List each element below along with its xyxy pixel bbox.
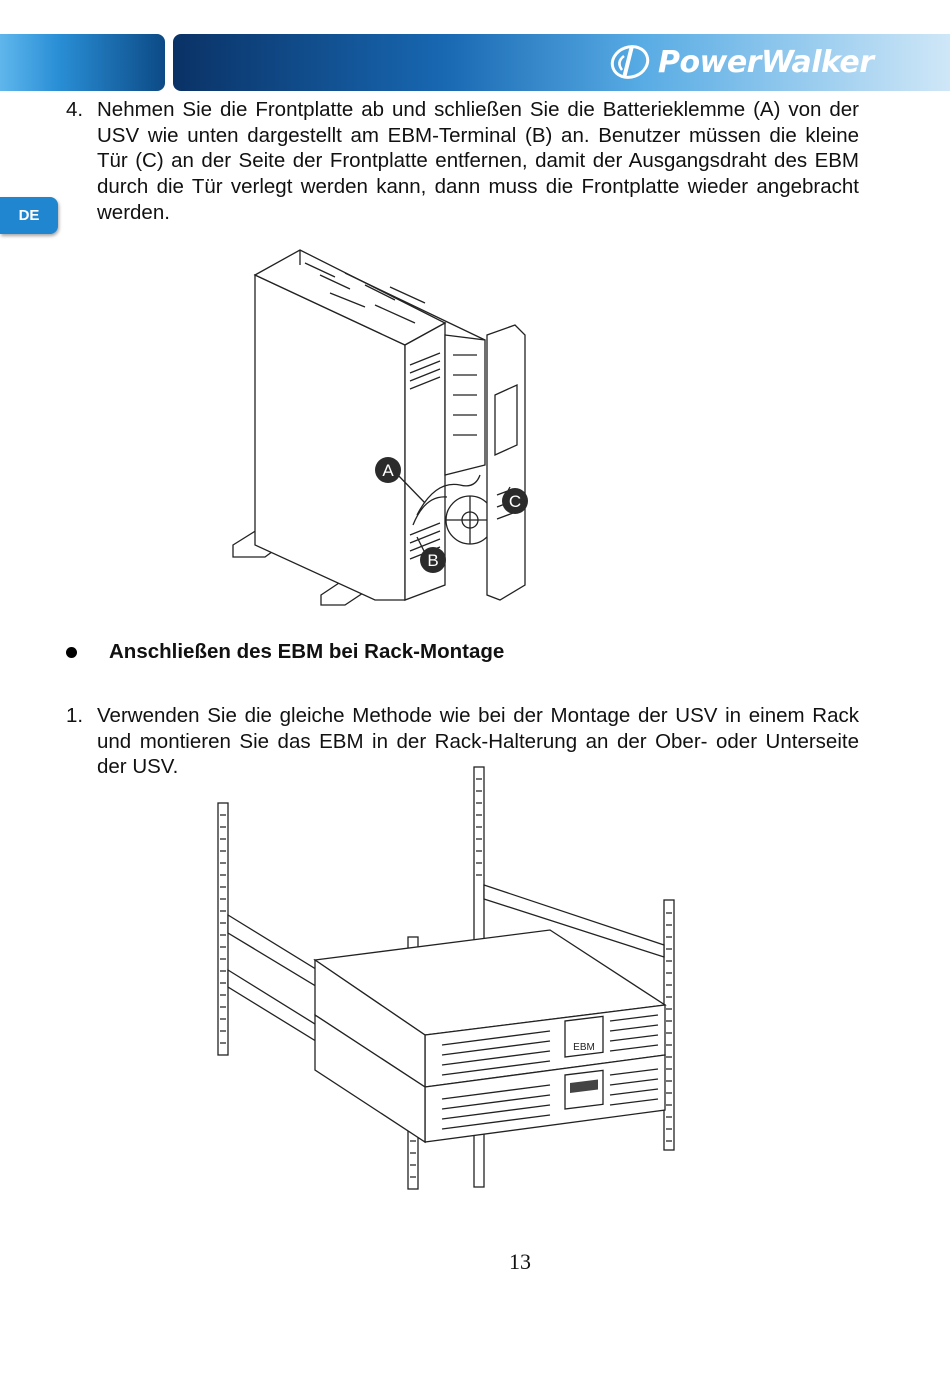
ebm-panel-label: EBM: [573, 1042, 595, 1053]
step-4: [66, 97, 859, 226]
ups-tower-figure: [225, 245, 535, 610]
callout-a: [375, 457, 401, 483]
header-bar-left: [0, 34, 165, 91]
powerwalker-emblem-icon: [608, 42, 652, 82]
callout-c: [502, 488, 528, 514]
step-text: Verwenden Sie die gleiche Methode wie bei der Montage der USV in einem Rack und montieren Sie das EBM in der Rack-Halterung an der Ober- oder Unterseite der USV.: [97, 704, 859, 779]
language-tab[interactable]: DE: [0, 197, 58, 234]
step-number: 1.: [66, 704, 84, 727]
brand-logo: [608, 40, 874, 84]
section-heading-text: Anschließen des EBM bei Rack-Montage: [109, 640, 505, 663]
svg-text:C: C: [508, 492, 522, 511]
step-text: Nehmen Sie die Frontplatte ab und schließen Sie die Batterieklemme (A) von der USV wie unten dargestellt am EBM-Terminal (B) an. Benutzer müssen die kleine Tür (C) an der Seite der Frontplatte entfernen, damit der Ausgangsdraht des EBM durch die Tür verlegt werden kann, dann muss die Frontplatte wieder angebracht werden.: [97, 98, 859, 224]
svg-text:B: B: [427, 551, 439, 570]
svg-text:A: A: [382, 461, 394, 480]
page-number: 13: [509, 1249, 531, 1274]
callout-b: [420, 547, 446, 573]
rack-mount-figure: [210, 765, 680, 1195]
section-heading: [66, 640, 504, 664]
brand-name: PowerWalker: [658, 44, 874, 80]
step-number: 4.: [66, 98, 84, 121]
bullet-icon: [66, 647, 77, 658]
